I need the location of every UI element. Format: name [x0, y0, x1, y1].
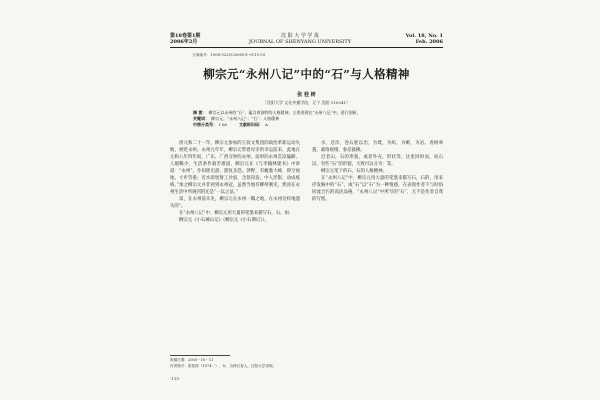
date-right: Feb. 2006: [415, 39, 443, 45]
clc-value: I 06: [219, 121, 227, 127]
abstract-text: 柳宗元以永州的“石”，蕴含着独特的人格精神，主要表现在“永州八记”中。进行剖析。: [208, 110, 361, 115]
body-paragraph: 在“永州八记”中，柳宗元用大量的笔墨来描写石，石，如：: [179, 211, 294, 216]
footnote-rule: [170, 355, 230, 356]
journal-name-cn: 沈 阳 大 学 学 报: [281, 33, 319, 39]
abstract-label: 摘 要：: [193, 110, 207, 115]
journal-name-en: JOURNAL OF SHENYANG UNIVERSITY: [248, 39, 352, 45]
footnote-author-bio: 作者简介：张桂树（1974－），女，吉林长春人，沈阳大学讲师。: [170, 364, 277, 368]
header-left: [170, 33, 200, 45]
body-paragraph: 在“永州八记”中，柳宗元用大量的笔墨来描写石，石的，用来抒发胸中的“石”，或“石”以“石”为一种情感，在表现作者不与时俗同流合污的高洁品格，“永州八记”中所写的“石”，无不是作者自我的写照。: [312, 176, 443, 202]
body-paragraph: 第，在永州前未见，柳宗元在永州一隅之地，在永州这样地遗失的”。: [170, 197, 300, 209]
body-paragraph: 柳宗元笔下的石，石的人格精神。: [321, 169, 387, 174]
body-paragraph: 唐元和二十一年，柳宗元参加的王叔文集团的政治革新运动失败，被贬永州。永州元年年，柳宗元带着母亲的幸运前来，此地在元和八年四年间，广东、广西交界的永州。前时的永州荒凉偏僻，人烟稀少，生活条件艰苦难道，柳宗元在《与李翰林建书》中讲道：“永州”，仆闷即出游，游复多恐。涉野，有蝮虺大蜂，仰空视地，寸步劳倦；近水即畏射工沙虱，含怒窃发，中人形影，动成疮痏。”加之柳宗元并非初到永州冠，虽然当地有柳州刺史，然而在永州生活中所遇到的还是“一以之法，”: [170, 141, 300, 195]
article-number: 文章编号：1008-9225(2006)01-0115-03: [192, 53, 266, 57]
header-rule: [170, 47, 443, 48]
body-left-column: [170, 140, 300, 224]
author-affiliation: （沈阳大学 文化传播学院，辽宁 沈阳 110041）: [262, 100, 351, 105]
header-right: [370, 33, 443, 45]
body-paragraph: 近者山，石的形貌，或者外壳、形状等，这里同时而，而石以，有些“石”的形貌，大致可以分为：等。: [312, 155, 443, 167]
page-number: ·115·: [170, 376, 181, 381]
volume-issue-right: Vol. 18, No. 1: [405, 33, 443, 39]
author-name: 张 桂 树: [297, 92, 316, 98]
keywords-label: 关键词：: [193, 115, 209, 121]
abstract-block: [193, 110, 426, 127]
volume-issue-left: 第18卷第1期: [170, 33, 201, 39]
journal-masthead: [238, 33, 362, 45]
body-paragraph: 柳宗元《小石城山记》（柳宗元《小石潭记》）。: [179, 218, 269, 223]
classification-row: [193, 122, 426, 128]
keywords-text: 柳宗元；“永州八记”；“石”；人格精神: [211, 115, 280, 121]
footnote-received: 收稿日期：2005－10－11: [170, 358, 214, 362]
body-right-column: [312, 140, 443, 203]
body-paragraph: 水，近岸，卷石底以出，为坻，为屿，为嵁，为岩。青树翠蔓，蒙络摇缀，参差披拂。: [312, 141, 443, 153]
doc-code-label: 文献标识码：: [238, 121, 263, 127]
clc-label: 中图分类号：: [193, 121, 217, 127]
date-left: 2006年2月: [170, 39, 198, 45]
doc-code-value: A: [264, 121, 268, 127]
article-title: 柳宗元“永州八记”中的“石”与人格精神: [203, 67, 410, 81]
